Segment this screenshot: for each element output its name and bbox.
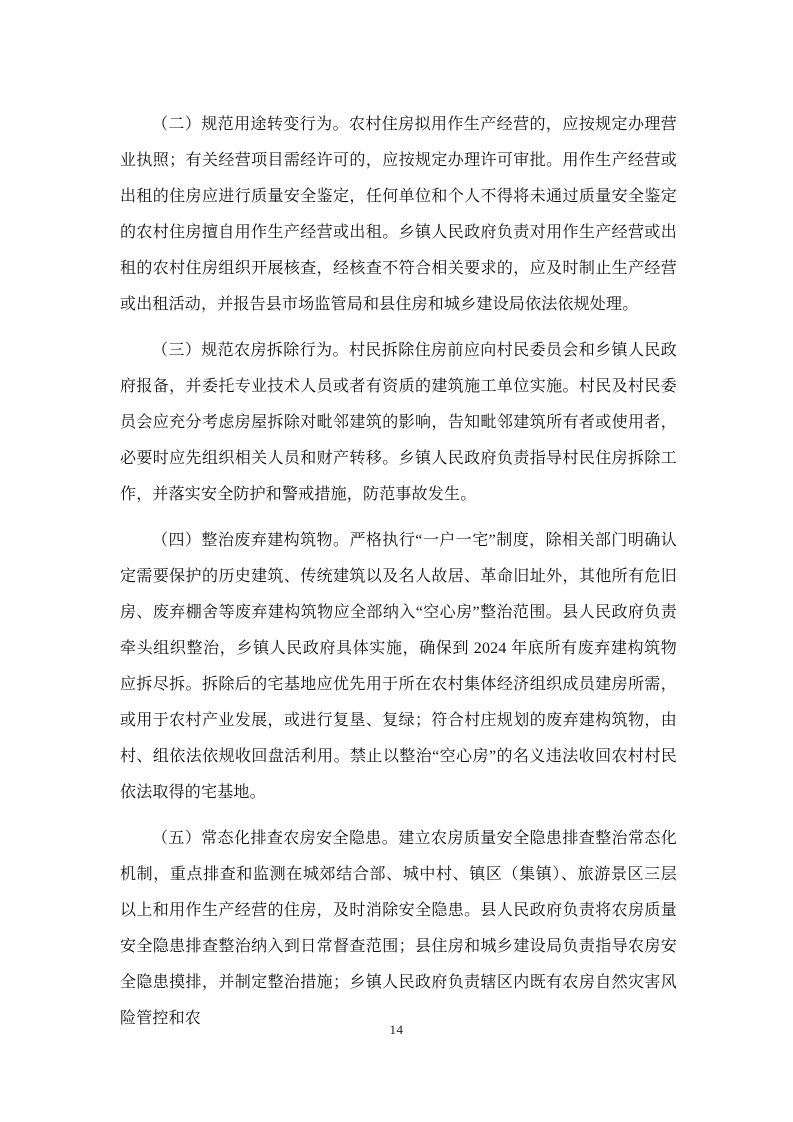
paragraph-section-3-demolition: （三）规范农房拆除行为。村民拆除住房前应向村民委员会和乡镇人民政府报备，并委托专业技术人员或者有资质的建筑施工单位实施。村民及村民委员会应充分考虑房屋拆除对毗邻建筑的影响，告知毗邻建筑所有者或使用者，必要时应先组织相关人员和财产转移。乡镇人民政府负责指导村民住房拆除工作，并落实安全防护和警戒措施，防范事故发生。 — [120, 342, 677, 503]
paragraph-section-4-abandoned-structures: （四）整治废弃建构筑物。严格执行“一户一宅”制度，除相关部门明确认定需要保护的历史建筑、传统建筑以及名人故居、革命旧址外，其他所有危旧房、废弃棚舍等废弃建构筑物应全部纳入“空心房”整治范围。县人民政府负责牵头组织整治，乡镇人民政府具体实施，确保到 2024 年底所有废弃建构筑物应拆尽拆。拆除后的宅基地应优先用于所在农村集体经济组织成员建房所需，或用于农村产业发展，或进行复垦、复绿；符合村庄规划的废弃建构筑物，由村、组依法依规收回盘活利用。禁止以整治“空心房”的名义违法收回农村村民依法取得的宅基地。 — [120, 532, 677, 801]
page-number: 14 — [389, 1022, 404, 1037]
paragraph-section-2-use-change: （二）规范用途转变行为。农村住房拟用作生产经营的，应按规定办理营业执照；有关经营项目需经许可的，应按规定办理许可审批。用作生产经营或出租的住房应进行质量安全鉴定，任何单位和个人不得将未通过质量安全鉴定的农村住房擅自用作生产经营或出租。乡镇人民政府负责对用作生产经营或出租的农村住房组织开展核查，经核查不符合相关要求的，应及时制止生产经营或出租活动，并报告县市场监管局和县住房和城乡建设局依法依规处理。 — [120, 116, 677, 313]
document-body — [120, 107, 677, 1037]
paragraph-section-5-safety-inspection: （五）常态化排查农房安全隐患。建立农房质量安全隐患排查整治常态化机制，重点排查和监测在城郊结合部、城中村、镇区（集镇）、旅游景区三层以上和用作生产经营的住房，及时消除安全隐患。县人民政府负责将农房质量安全隐患排查整治纳入到日常督查范围；县住房和城乡建设局负责指导农房安全隐患摸排，并制定整治措施；乡镇人民政府负责辖区内既有农房自然灾害风险管控和农 — [120, 830, 677, 1027]
